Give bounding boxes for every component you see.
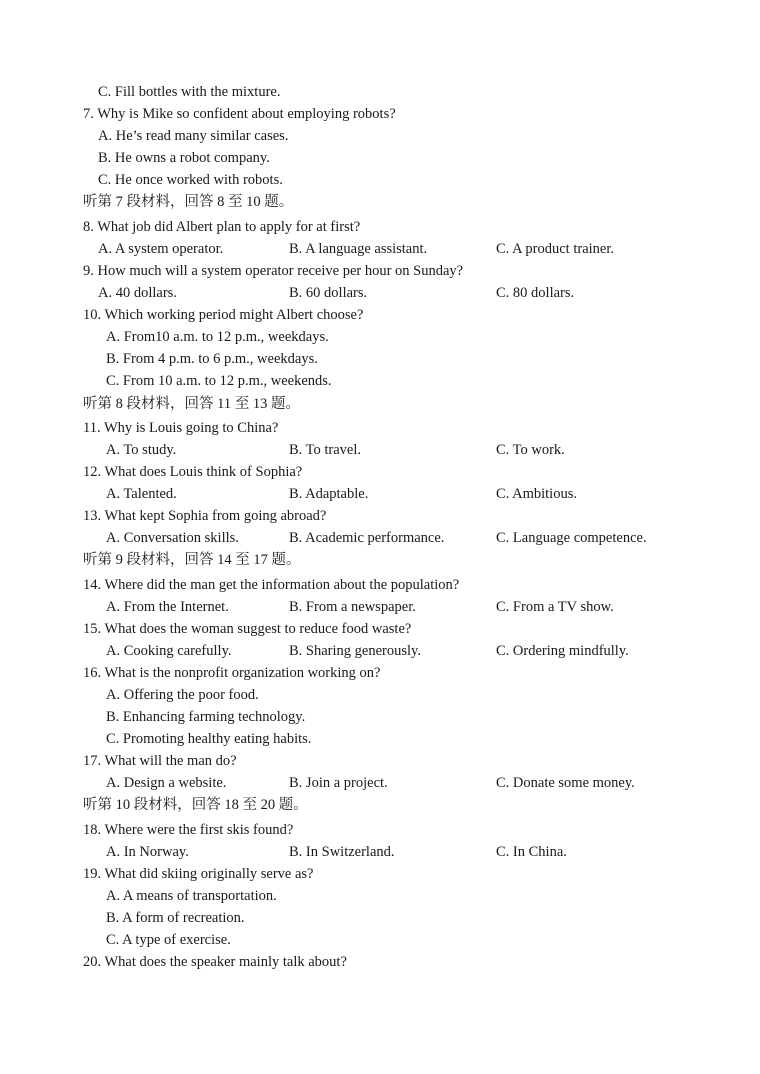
- question-text: 15. What does the woman suggest to reduce food waste?: [83, 621, 412, 637]
- option-text: C. Promoting healthy eating habits.: [106, 731, 312, 747]
- option-text: C. A type of exercise.: [106, 932, 231, 948]
- option-text: B. Adaptable.: [289, 486, 369, 502]
- question-text: 19. What did skiing originally serve as?: [83, 866, 314, 882]
- option-text: A. Offering the poor food.: [106, 687, 259, 703]
- option-text: C. He once worked with robots.: [98, 172, 283, 188]
- option-text: B. From a newspaper.: [289, 599, 416, 615]
- option-text: A. Cooking carefully.: [106, 643, 232, 659]
- option-text: C. Donate some money.: [496, 775, 635, 791]
- option-text: C. To work.: [496, 442, 565, 458]
- option-text: A. A system operator.: [98, 241, 224, 257]
- option-text: B. He owns a robot company.: [98, 150, 270, 166]
- section-heading: 听第 7 段材料，回答 8 至 10 题。: [83, 194, 294, 210]
- question-text: 18. Where were the first skis found?: [83, 822, 294, 838]
- option-text: B. Enhancing farming technology.: [106, 709, 306, 725]
- option-text: C. Ordering mindfully.: [496, 643, 629, 659]
- option-text: B. Academic performance.: [289, 530, 445, 546]
- question-text: 16. What is the nonprofit organization working on?: [83, 665, 381, 681]
- option-text: A. He’s read many similar cases.: [98, 128, 289, 144]
- option-text: B. From 4 p.m. to 6 p.m., weekdays.: [106, 351, 318, 367]
- option-text: C. Fill bottles with the mixture.: [98, 84, 281, 100]
- option-text: B. Sharing generously.: [289, 643, 421, 659]
- section-heading: 听第 8 段材料，回答 11 至 13 题。: [83, 396, 300, 412]
- option-text: C. Language competence.: [496, 530, 647, 546]
- section-heading: 听第 10 段材料，回答 18 至 20 题。: [83, 797, 308, 813]
- option-text: C. A product trainer.: [496, 241, 614, 257]
- option-text: B. Join a project.: [289, 775, 388, 791]
- question-text: 20. What does the speaker mainly talk about?: [83, 954, 347, 970]
- option-text: A. Talented.: [106, 486, 177, 502]
- option-text: C. 80 dollars.: [496, 285, 575, 301]
- question-text: 11. Why is Louis going to China?: [83, 420, 279, 436]
- option-text: B. A language assistant.: [289, 241, 428, 257]
- option-text: C. In China.: [496, 844, 567, 860]
- question-text: 13. What kept Sophia from going abroad?: [83, 508, 327, 524]
- section-heading: 听第 9 段材料，回答 14 至 17 题。: [83, 552, 301, 568]
- option-text: C. Ambitious.: [496, 486, 577, 502]
- option-text: C. From 10 a.m. to 12 p.m., weekends.: [106, 373, 332, 389]
- option-text: A. From10 a.m. to 12 p.m., weekdays.: [106, 329, 329, 345]
- option-text: B. A form of recreation.: [106, 910, 245, 926]
- option-text: B. In Switzerland.: [289, 844, 395, 860]
- question-text: 10. Which working period might Albert choose?: [83, 307, 364, 323]
- question-text: 17. What will the man do?: [83, 753, 237, 769]
- option-text: A. A means of transportation.: [106, 888, 277, 904]
- question-text: 9. How much will a system operator receive per hour on Sunday?: [83, 263, 464, 279]
- option-text: C. From a TV show.: [496, 599, 614, 615]
- question-text: 14. Where did the man get the information about the population?: [83, 577, 460, 593]
- option-text: A. From the Internet.: [106, 599, 229, 615]
- option-text: A. 40 dollars.: [98, 285, 177, 301]
- option-text: A. Conversation skills.: [106, 530, 239, 546]
- option-text: A. To study.: [106, 442, 177, 458]
- option-text: A. In Norway.: [106, 844, 189, 860]
- option-text: B. 60 dollars.: [289, 285, 368, 301]
- question-text: 8. What job did Albert plan to apply for at first?: [83, 219, 361, 235]
- option-text: B. To travel.: [289, 442, 362, 458]
- question-text: 12. What does Louis think of Sophia?: [83, 464, 303, 480]
- option-text: A. Design a website.: [106, 775, 227, 791]
- question-text: 7. Why is Mike so confident about employing robots?: [83, 106, 396, 122]
